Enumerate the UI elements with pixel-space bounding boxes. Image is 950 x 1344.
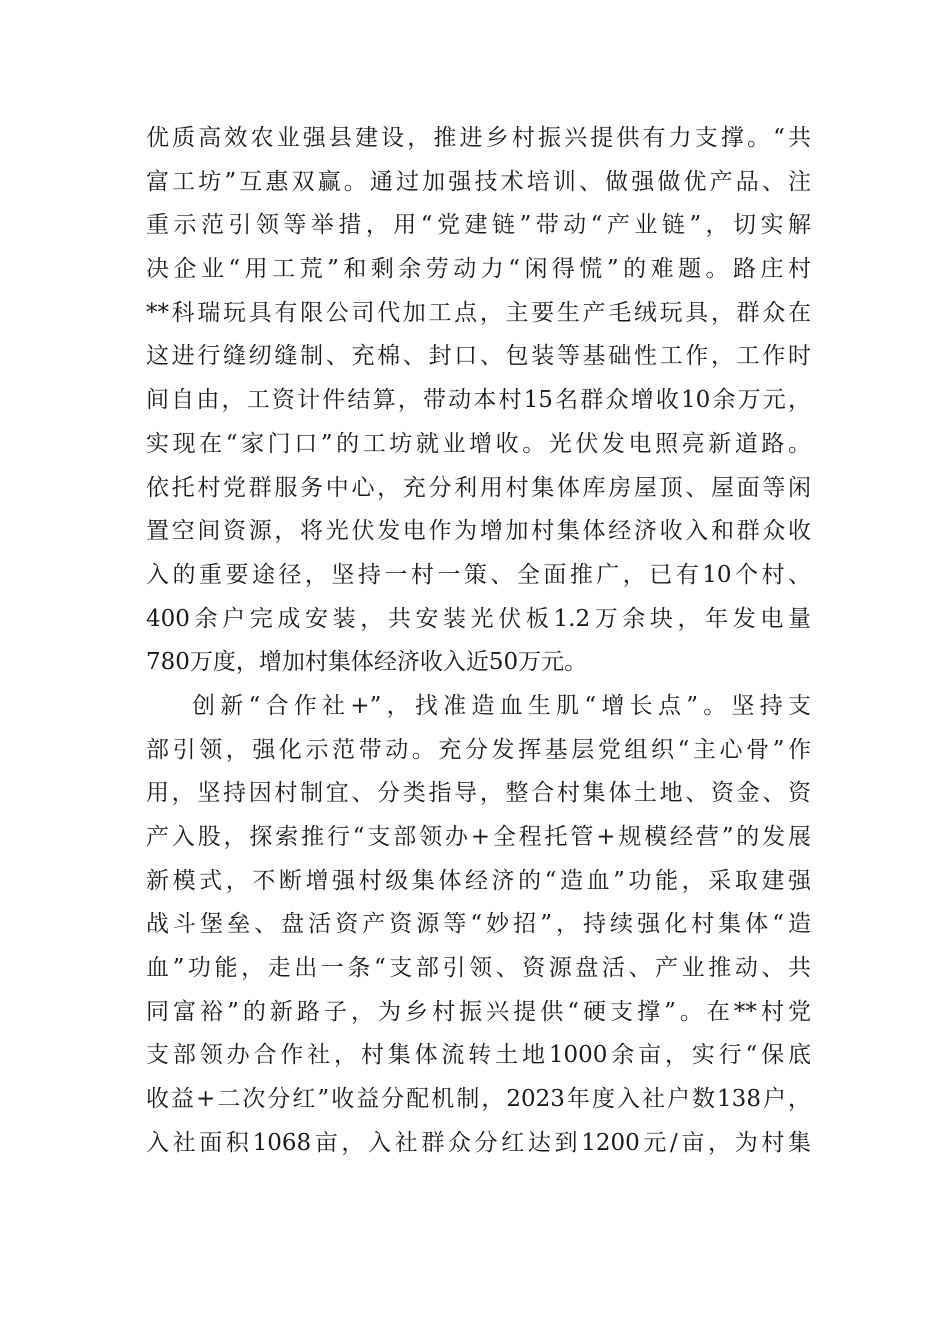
text-line: 入社面积1068亩，入社群众分红达到1200元/亩，为村集: [146, 1129, 811, 1156]
text-line: 收益+二次分红”收益分配机制，2023年度入社户数138户，: [146, 1086, 811, 1113]
document-body: [146, 117, 811, 1166]
text-line: 支部领办合作社，村集体流转土地1000余亩，实行“保底: [146, 1042, 811, 1069]
paragraph-2: [146, 685, 811, 1166]
text-line: 战斗堡垒、盘活资产资源等“妙招”，持续强化村集体“造: [146, 911, 811, 938]
text-line: 依托村党群服务中心，充分利用村集体库房屋顶、屋面等闲: [146, 474, 811, 501]
text-line: 用，坚持因村制宜、分类指导，整合村集体土地、资金、资: [146, 780, 811, 807]
text-line: 置空间资源，将光伏发电作为增加村集体经济收入和群众收: [146, 518, 811, 545]
text-line: 400余户完成安装，共安装光伏板1.2万余块，年发电量: [146, 605, 811, 632]
text-line: 优质高效农业强县建设，推进乡村振兴提供有力支撑。“共: [146, 125, 811, 151]
text-line: 富工坊”互惠双赢。通过加强技术培训、做强做优产品、注: [146, 168, 811, 195]
text-line: 入的重要途径，坚持一村一策、全面推广，已有10个村、: [146, 561, 811, 588]
text-line: 新模式，不断增强村级集体经济的“造血”功能，采取建强: [146, 867, 811, 894]
text-line: 决企业“用工荒”和剩余劳动力“闲得慌”的难题。路庄村: [146, 256, 811, 283]
text-line: 这进行缝纫缝制、充棉、封口、包装等基础性工作，工作时: [146, 343, 811, 370]
text-line: 间自由，工资计件结算，带动本村15名群众增收10余万元，: [146, 387, 811, 414]
text-line: 重示范引领等举措，用“党建链”带动“产业链”，切实解: [146, 212, 811, 239]
text-line: 780万度，增加村集体经济收入近50万元。: [146, 649, 588, 676]
text-line: 创新“合作社+”，找准造血生肌“增长点”。坚持支: [192, 692, 811, 719]
text-line: 血”功能，走出一条“支部引领、资源盘活、产业推动、共: [146, 955, 811, 982]
text-line: 部引领，强化示范带动。充分发挥基层党组织“主心骨”作: [146, 736, 811, 763]
paragraph-1: [146, 117, 811, 685]
text-line: 产入股，探索推行“支部领办+全程托管+规模经营”的发展: [146, 824, 811, 850]
text-line: 实现在“家门口”的工坊就业增收。光伏发电照亮新道路。: [146, 430, 811, 457]
text-line: **科瑞玩具有限公司代加工点，主要生产毛绒玩具，群众在: [146, 299, 811, 326]
text-line: 同富裕”的新路子，为乡村振兴提供“硬支撑”。在**村党: [146, 998, 811, 1025]
